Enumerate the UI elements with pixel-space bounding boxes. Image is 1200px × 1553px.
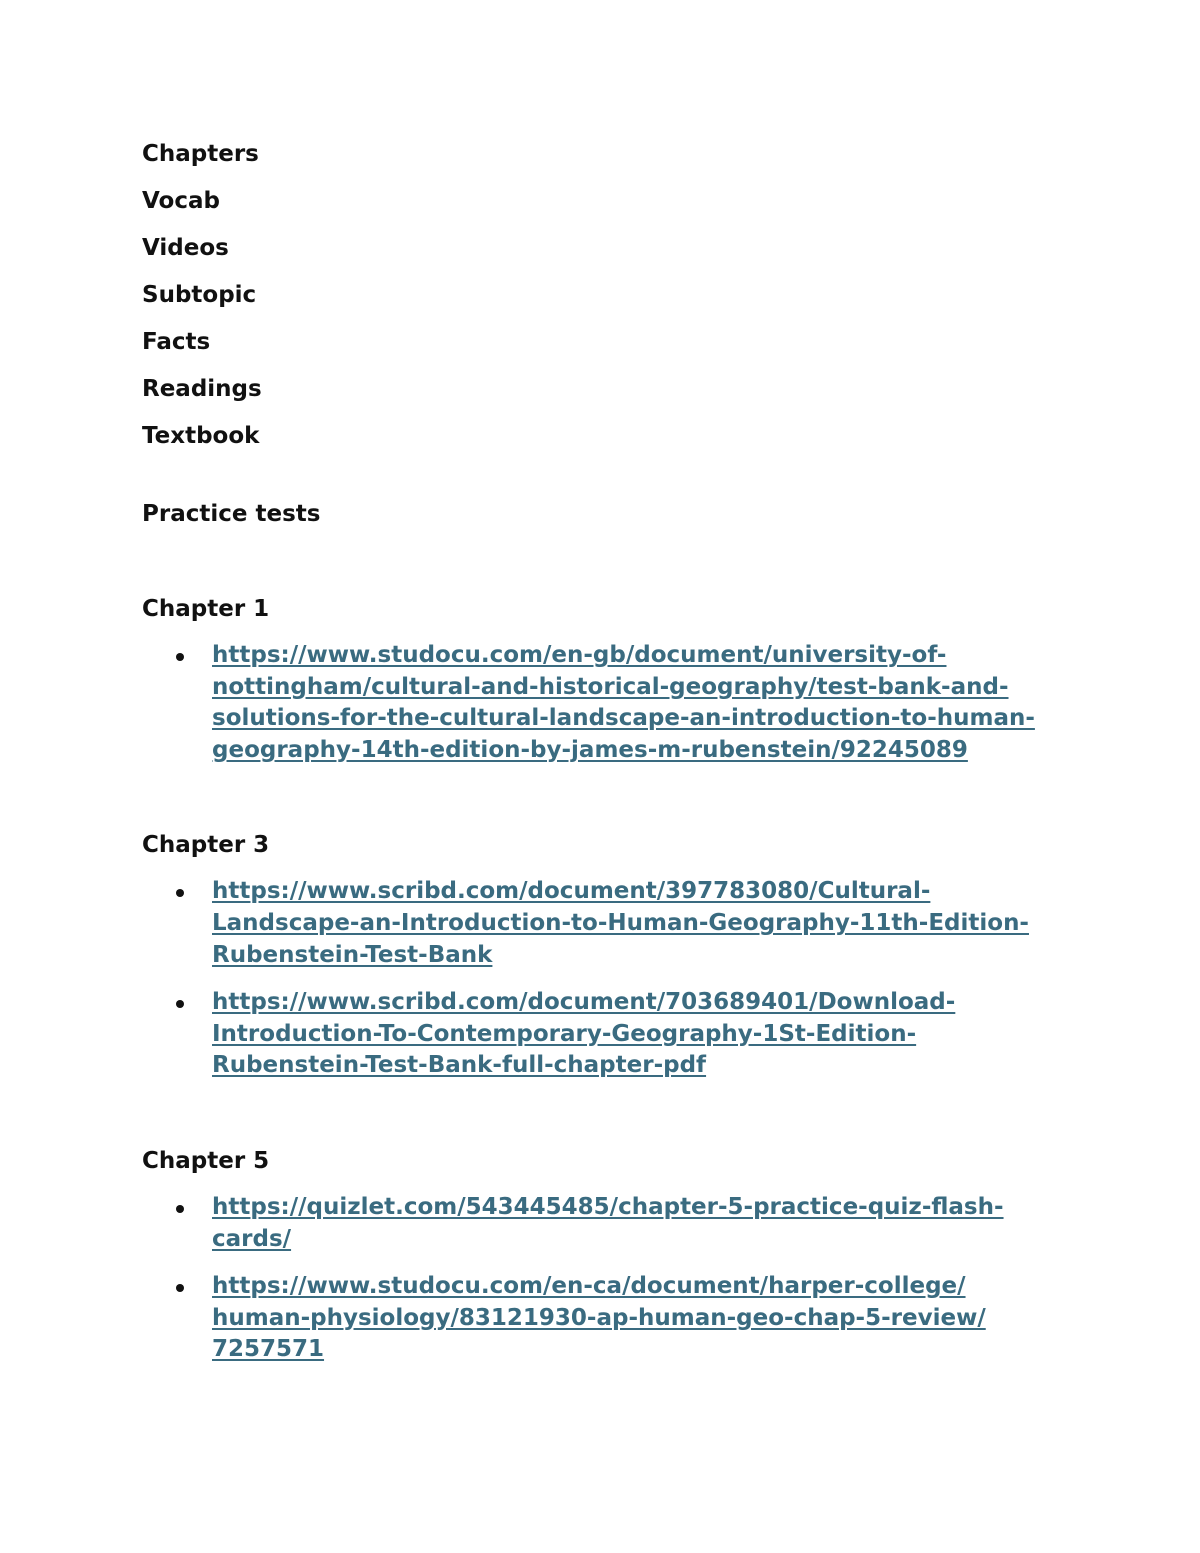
nav-item-readings: Readings [142, 376, 262, 402]
chapter-5-heading: Chapter 5 [142, 1147, 270, 1174]
bullet-icon [176, 1000, 184, 1008]
link-line: Rubenstein-Test-Bank-full-chapter-pdf [212, 1052, 707, 1079]
chapter-3-link-scribd-cultural-landscape[interactable] [212, 876, 1062, 971]
link-line: Rubenstein-Test-Bank [212, 941, 493, 968]
list-item [142, 640, 1062, 766]
link-line: nottingham/cultural-and-historical-geography/test-bank-and- [212, 673, 1009, 700]
list-item [142, 876, 1062, 971]
link-line: Landscape-an-Introduction-to-Human-Geography-11th-Edition- [212, 909, 1029, 936]
link-line: human-physiology/83121930-ap-human-geo-chap-5-review/ [212, 1304, 986, 1331]
chapter-5-link-list [142, 1192, 1062, 1366]
nav-item-facts: Facts [142, 329, 211, 355]
nav-item-subtopic: Subtopic [142, 282, 257, 308]
bullet-icon [176, 1205, 184, 1213]
chapter-5-link-studocu-harper[interactable] [212, 1271, 1062, 1366]
practice-tests-heading: Practice tests [142, 501, 321, 527]
document-page [142, 139, 1062, 1382]
list-item [142, 987, 1062, 1082]
nav-item-chapters: Chapters [142, 141, 259, 167]
link-line: Introduction-To-Contemporary-Geography-1St-Edition- [212, 1020, 917, 1047]
link-line: solutions-for-the-cultural-landscape-an-introduction-to-human- [212, 705, 1035, 732]
nav-item-videos: Videos [142, 235, 229, 261]
bullet-icon [176, 653, 184, 661]
list-item [142, 1271, 1062, 1366]
nav-item-textbook: Textbook [142, 423, 260, 449]
chapter-3-link-list [142, 876, 1062, 1082]
chapter-3-link-scribd-contemporary-geography[interactable] [212, 987, 1062, 1082]
link-line: https://www.studocu.com/en-ca/document/harper-college/ [212, 1273, 966, 1300]
link-line: https://quizlet.com/543445485/chapter-5-practice-quiz-flash- [212, 1193, 1004, 1220]
chapter-5-link-quizlet[interactable] [212, 1192, 1062, 1255]
link-line: https://www.scribd.com/document/397783080/Cultural- [212, 878, 931, 905]
chapter-3-heading: Chapter 3 [142, 832, 270, 859]
bullet-icon [176, 889, 184, 897]
nav-item-vocab: Vocab [142, 188, 220, 214]
link-line: 7257571 [212, 1336, 325, 1363]
chapter-1-link-list [142, 640, 1062, 766]
link-line: geography-14th-edition-by-james-m-rubenstein/92245089 [212, 736, 968, 763]
link-line: https://www.studocu.com/en-gb/document/university-of- [212, 642, 947, 668]
chapter-1-link-studocu[interactable] [212, 640, 1062, 766]
chapter-1-heading: Chapter 1 [142, 596, 270, 622]
link-line: https://www.scribd.com/document/703689401/Download- [212, 989, 956, 1016]
list-item [142, 1192, 1062, 1255]
link-line: cards/ [212, 1225, 292, 1252]
nav-list [142, 139, 1062, 451]
bullet-icon [176, 1284, 184, 1292]
